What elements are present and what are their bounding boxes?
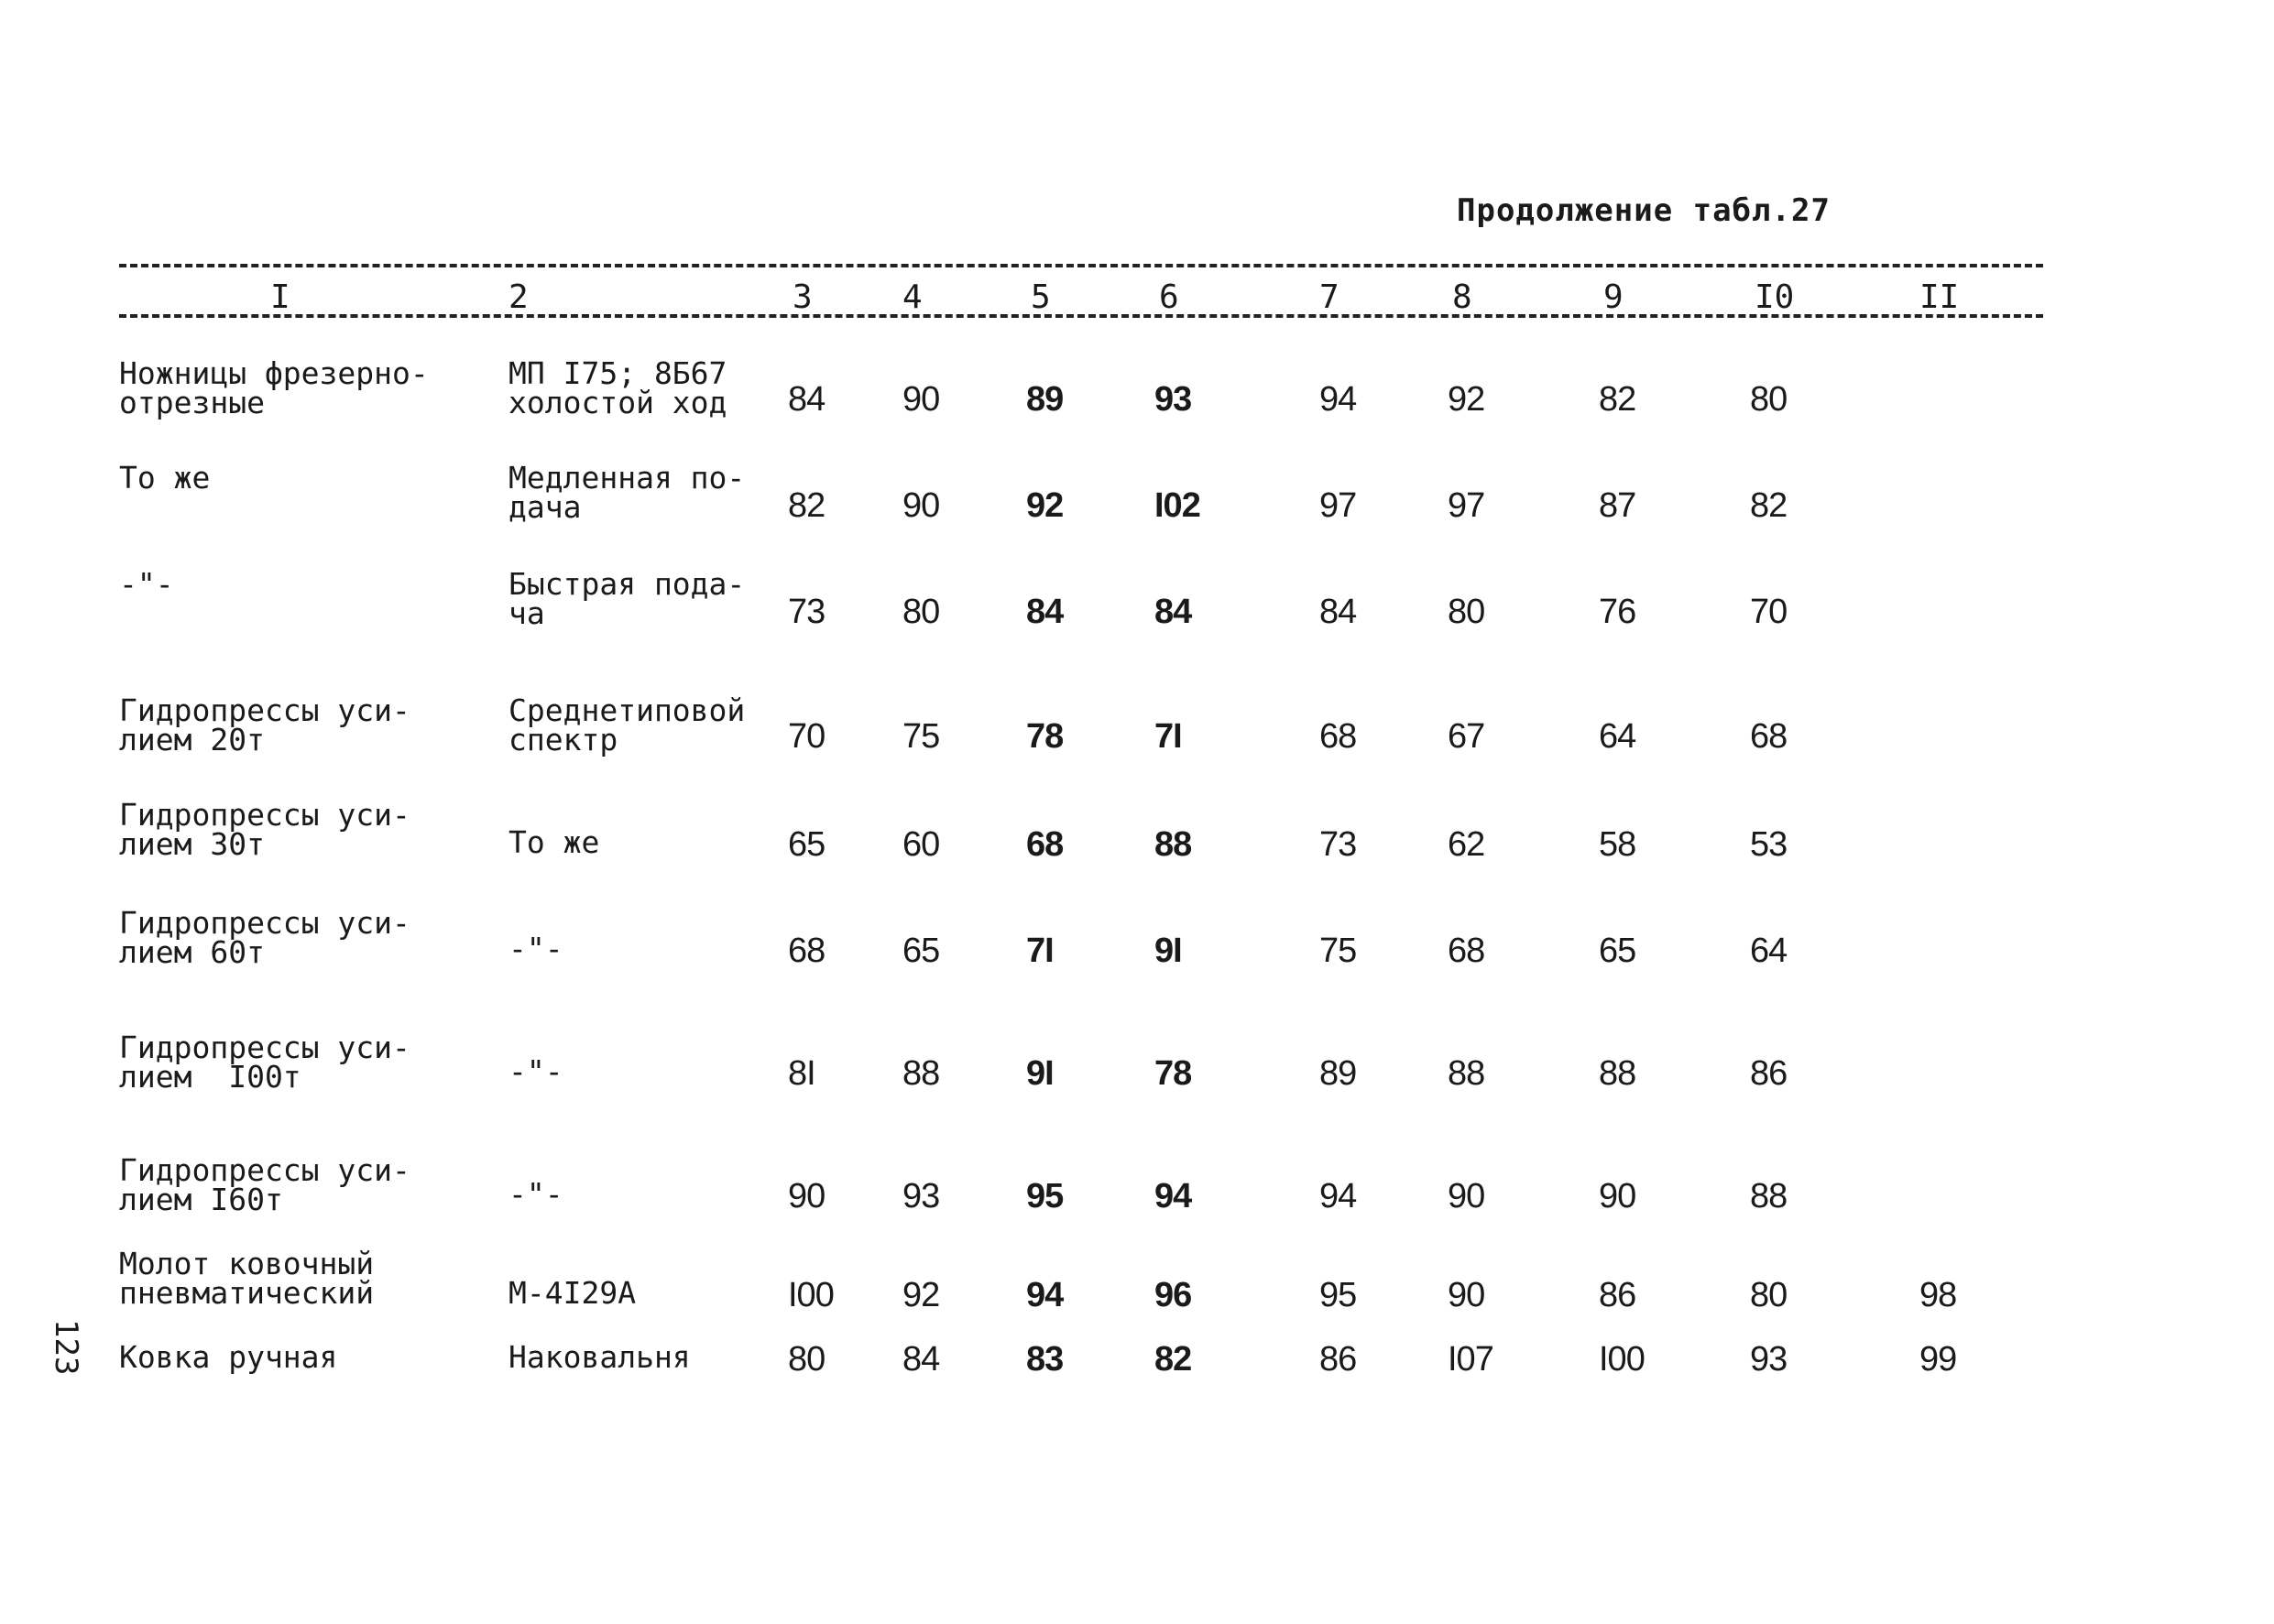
value-cell-col-5: 78	[1026, 717, 1064, 756]
value-cell-col-9: 58	[1599, 825, 1636, 864]
column-header-11: II	[1919, 278, 1960, 316]
column-header-9: 9	[1603, 278, 1624, 316]
equipment-name-cell: Гидропрессы уси- лием 20т	[119, 692, 410, 758]
value-cell-col-9: 82	[1599, 380, 1636, 419]
value-cell-col-5: 68	[1026, 825, 1064, 864]
equipment-type-cell: Быстрая пода- ча	[508, 566, 746, 631]
equipment-name-cell: Молот ковочный пневматический	[119, 1246, 375, 1311]
value-cell-col-4: 84	[902, 1340, 940, 1379]
column-header-6: 6	[1159, 278, 1179, 316]
value-cell-col-9: 86	[1599, 1276, 1636, 1314]
value-cell-col-8: 92	[1448, 380, 1485, 419]
value-cell-col-10: 64	[1750, 932, 1787, 970]
column-header-2: 2	[508, 278, 529, 316]
column-header-7: 7	[1319, 278, 1339, 316]
equipment-name-cell: -"-	[119, 566, 174, 602]
value-cell-col-10: 93	[1750, 1340, 1787, 1379]
value-cell-col-3: 82	[788, 486, 825, 525]
value-cell-col-7: 95	[1319, 1276, 1357, 1314]
value-cell-col-10: 86	[1750, 1054, 1787, 1093]
value-cell-col-7: 89	[1319, 1054, 1357, 1093]
value-cell-col-8: 97	[1448, 486, 1485, 525]
value-cell-col-7: 86	[1319, 1340, 1357, 1379]
value-cell-col-7: 94	[1319, 380, 1357, 419]
value-cell-col-8: 62	[1448, 825, 1485, 864]
value-cell-col-10: 82	[1750, 486, 1787, 525]
value-cell-col-6: 78	[1154, 1054, 1192, 1093]
equipment-type-cell: Медленная по- дача	[508, 460, 746, 525]
value-cell-col-3: 68	[788, 932, 825, 970]
equipment-type-cell: Среднетиповой спектр	[508, 692, 746, 758]
equipment-name-cell: Гидропрессы уси- лием 30т	[119, 797, 410, 862]
value-cell-col-7: 84	[1319, 593, 1357, 631]
column-header-4: 4	[902, 278, 923, 316]
page-number: 123	[48, 1319, 84, 1376]
value-cell-col-6: 93	[1154, 380, 1192, 419]
value-cell-col-6: I02	[1154, 486, 1200, 525]
value-cell-col-4: 92	[902, 1276, 940, 1314]
value-cell-col-7: 94	[1319, 1177, 1357, 1215]
value-cell-col-4: 60	[902, 825, 940, 864]
column-header-5: 5	[1031, 278, 1051, 316]
table-caption: Продолжение табл.27	[1457, 192, 1831, 229]
value-cell-col-7: 97	[1319, 486, 1357, 525]
value-cell-col-9: 76	[1599, 593, 1636, 631]
value-cell-col-6: 82	[1154, 1340, 1192, 1379]
column-header-1: I	[270, 278, 290, 316]
value-cell-col-10: 80	[1750, 380, 1787, 419]
value-cell-col-8: 68	[1448, 932, 1485, 970]
column-header-3: 3	[793, 278, 813, 316]
value-cell-col-4: 90	[902, 380, 940, 419]
value-cell-col-5: 94	[1026, 1276, 1064, 1314]
equipment-name-cell: Ножницы фрезерно- отрезные	[119, 355, 429, 420]
value-cell-col-9: 90	[1599, 1177, 1636, 1215]
equipment-type-cell: М-4I29А	[508, 1275, 637, 1311]
value-cell-col-7: 68	[1319, 717, 1357, 756]
value-cell-col-6: 94	[1154, 1177, 1192, 1215]
value-cell-col-8: 90	[1448, 1177, 1485, 1215]
value-cell-col-10: 70	[1750, 593, 1787, 631]
value-cell-col-5: 9I	[1026, 1054, 1054, 1093]
equipment-type-cell: МП I75; 8Б67 холостой ход	[508, 355, 727, 420]
equipment-type-cell: -"-	[508, 1053, 563, 1089]
value-cell-col-3: 8I	[788, 1054, 815, 1093]
value-cell-col-6: 9I	[1154, 932, 1182, 970]
value-cell-col-10: 68	[1750, 717, 1787, 756]
equipment-type-cell: То же	[508, 824, 600, 860]
value-cell-col-8: 90	[1448, 1276, 1485, 1314]
value-cell-col-10: 80	[1750, 1276, 1787, 1314]
equipment-type-cell: -"-	[508, 1176, 563, 1212]
value-cell-col-7: 75	[1319, 932, 1357, 970]
value-cell-col-6: 88	[1154, 825, 1192, 864]
value-cell-col-6: 96	[1154, 1276, 1192, 1314]
value-cell-col-10: 53	[1750, 825, 1787, 864]
equipment-name-cell: Гидропрессы уси- лием I00т	[119, 1030, 410, 1095]
value-cell-col-5: 83	[1026, 1340, 1064, 1379]
equipment-name-cell: Гидропрессы уси- лием 60т	[119, 905, 410, 970]
value-cell-col-10: 88	[1750, 1177, 1787, 1215]
value-cell-col-7: 73	[1319, 825, 1357, 864]
value-cell-col-9: 64	[1599, 717, 1636, 756]
value-cell-col-9: 88	[1599, 1054, 1636, 1093]
value-cell-col-9: 87	[1599, 486, 1636, 525]
value-cell-col-4: 65	[902, 932, 940, 970]
value-cell-col-5: 92	[1026, 486, 1064, 525]
value-cell-col-4: 75	[902, 717, 940, 756]
value-cell-col-11: 98	[1919, 1276, 1957, 1314]
equipment-name-cell: Ковка ручная	[119, 1339, 338, 1375]
equipment-type-cell: -"-	[508, 931, 563, 966]
value-cell-col-3: 65	[788, 825, 825, 864]
value-cell-col-11: 99	[1919, 1340, 1957, 1379]
value-cell-col-4: 93	[902, 1177, 940, 1215]
value-cell-col-8: I07	[1448, 1340, 1493, 1379]
column-header-10: I0	[1755, 278, 1795, 316]
value-cell-col-9: 65	[1599, 932, 1636, 970]
value-cell-col-5: 95	[1026, 1177, 1064, 1215]
value-cell-col-3: 84	[788, 380, 825, 419]
equipment-type-cell: Наковальня	[508, 1339, 691, 1375]
equipment-name-cell: Гидропрессы уси- лием I60т	[119, 1152, 410, 1217]
column-header-8: 8	[1452, 278, 1472, 316]
value-cell-col-3: 70	[788, 717, 825, 756]
value-cell-col-8: 88	[1448, 1054, 1485, 1093]
value-cell-col-4: 88	[902, 1054, 940, 1093]
value-cell-col-4: 80	[902, 593, 940, 631]
value-cell-col-3: 73	[788, 593, 825, 631]
equipment-name-cell: То же	[119, 460, 211, 496]
table-top-rule	[119, 264, 2043, 267]
value-cell-col-8: 80	[1448, 593, 1485, 631]
value-cell-col-3: 90	[788, 1177, 825, 1215]
value-cell-col-3: I00	[788, 1276, 834, 1314]
value-cell-col-6: 7I	[1154, 717, 1182, 756]
value-cell-col-9: I00	[1599, 1340, 1645, 1379]
value-cell-col-4: 90	[902, 486, 940, 525]
value-cell-col-5: 89	[1026, 380, 1064, 419]
value-cell-col-6: 84	[1154, 593, 1192, 631]
value-cell-col-8: 67	[1448, 717, 1485, 756]
value-cell-col-5: 7I	[1026, 932, 1054, 970]
value-cell-col-3: 80	[788, 1340, 825, 1379]
value-cell-col-5: 84	[1026, 593, 1064, 631]
